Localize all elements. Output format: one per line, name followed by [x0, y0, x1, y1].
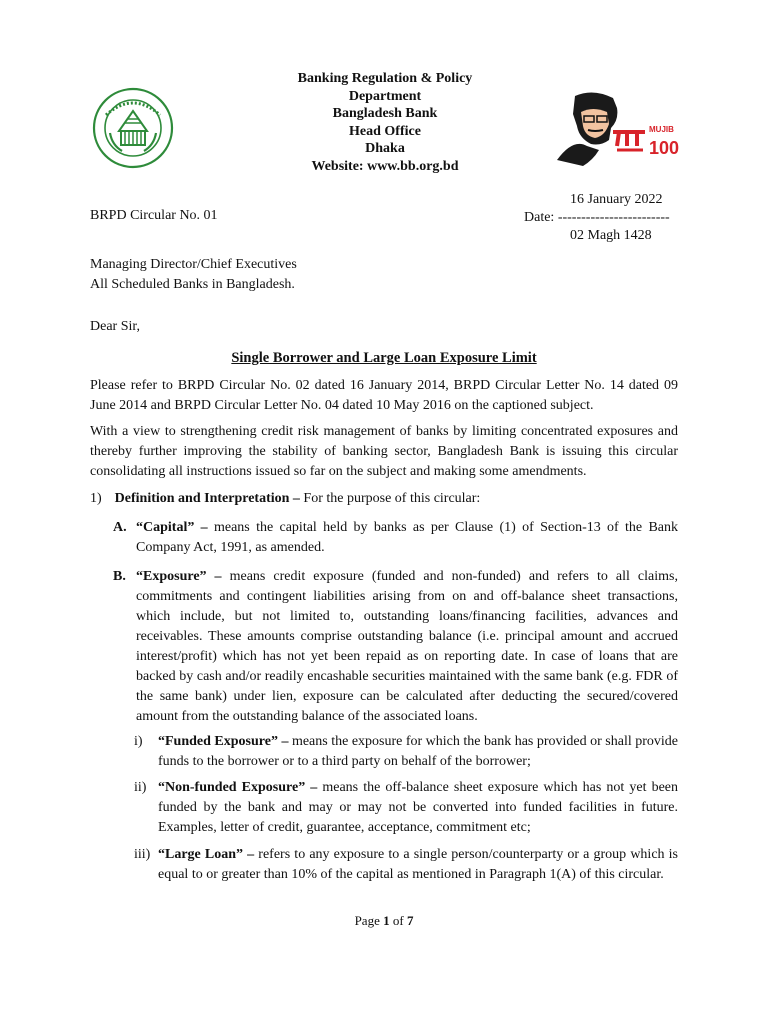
date-label: Date: ------------------------ [524, 210, 670, 225]
circular-number: BRPD Circular No. 01 [90, 208, 218, 223]
footer-middle: of [389, 913, 407, 928]
paragraph-reference: Please refer to BRPD Circular No. 02 dated 16 January 2014, BRPD Circular Letter No. 14 dated 09 June 2014 and BRPD Circular Letter No. 04 dated 10 May 2016 on the captioned subject. [90, 378, 678, 413]
addressee-line: All Scheduled Banks in Bangladesh. [90, 277, 295, 292]
date-bangla: 02 Magh 1428 [570, 228, 652, 243]
section-text: For the purpose of this circular: [299, 491, 481, 506]
mujib-100-logo-icon [553, 88, 683, 168]
date-gregorian: 16 January 2022 [570, 192, 663, 207]
sub-item-marker: i) [134, 734, 143, 749]
header-line: Head Office [349, 123, 421, 139]
footer-total-pages: 7 [406, 913, 414, 928]
mujib-label: MUJIB [649, 125, 674, 134]
header-line: Department [348, 88, 422, 104]
sub-item-marker: iii) [134, 847, 151, 862]
item-b [113, 567, 678, 727]
item-marker: A. [113, 520, 127, 535]
sub-item-term: “Non-funded Exposure” – [158, 780, 318, 795]
page-footer [0, 913, 768, 929]
department-header [230, 70, 540, 175]
sub-item-term: “Large Loan” – [158, 847, 255, 862]
paragraph-purpose: With a view to strengthening credit risk management of banks by limiting concentrated exposures and thereby further improving the stability of banking sector, Bangladesh Bank is issuing this circular consolidating all instructions issued so far on the subject and making some amendments. [90, 424, 678, 479]
sub-item-i [134, 732, 679, 772]
sub-item-term: “Funded Exposure” – [158, 734, 289, 749]
title-text: Single Borrower and Large Loan Exposure Limit [231, 350, 537, 366]
footer-prefix: Page [354, 913, 384, 928]
header-website: Website: www.bb.org.bd [311, 158, 459, 174]
item-a [113, 518, 679, 558]
salutation: Dear Sir, [90, 319, 140, 334]
item-term: “Capital” – [136, 520, 208, 535]
item-text: means credit exposure (funded and non-funded) and refers to all claims, commitments and contingent liabilities arising from on and off-balance sheet transactions, which include, but not limited to, outstanding loans/financing facilities, advances and receivables. These amounts comprise outstanding balance (i.e. principal amount and accrued interest/profit) which has not yet been repaid as on reporting date. In case of loans that are backed by cash and/or readily encashable securities maintained with the same bank (e.g. FDR of the same bank) under lien, exposure can be calculated after deducting the secured/covered amount from the outstanding balance of the associated loans. [136, 569, 678, 724]
sub-item-iii [134, 845, 679, 885]
item-term: “Exposure” – [136, 569, 222, 584]
section-number: 1) [90, 491, 102, 506]
date-block [524, 191, 679, 245]
bangladesh-bank-logo-icon [92, 87, 174, 169]
sub-item-marker: ii) [134, 780, 147, 795]
circular-title [0, 350, 768, 367]
addressee [90, 255, 297, 295]
sub-item-ii [134, 778, 678, 838]
item-text: means the capital held by banks as per Clause (1) of Section-13 of the Bank Company Act, 1991, as amended. [136, 520, 679, 555]
addressee-line: Managing Director/Chief Executives [90, 257, 297, 272]
item-marker: B. [113, 569, 126, 584]
footer-current-page: 1 [383, 913, 390, 928]
sub-item-text: means the exposure for which the bank has provided or shall provide funds to the borrower or to a third party on behalf of the borrower; [158, 734, 679, 769]
sub-item-text: means the off-balance sheet exposure which has not yet been funded by the bank and may or may not be converted into funded facilities in future. Examples, letter of credit, guarantee, acceptance, commitment etc; [158, 780, 678, 835]
header-line: Banking Regulation & Policy [297, 71, 473, 86]
section-1 [90, 489, 680, 509]
sub-item-text: refers to any exposure to a single person/counterparty or a group which is equal to or greater than 10% of the capital as mentioned in Paragraph 1(A) of this circular. [158, 847, 679, 882]
section-heading: Definition and Interpretation – [114, 491, 300, 506]
header-line: Bangladesh Bank [332, 106, 438, 121]
header-line: Dhaka [365, 141, 405, 156]
mujib-number: 100 [649, 138, 680, 158]
